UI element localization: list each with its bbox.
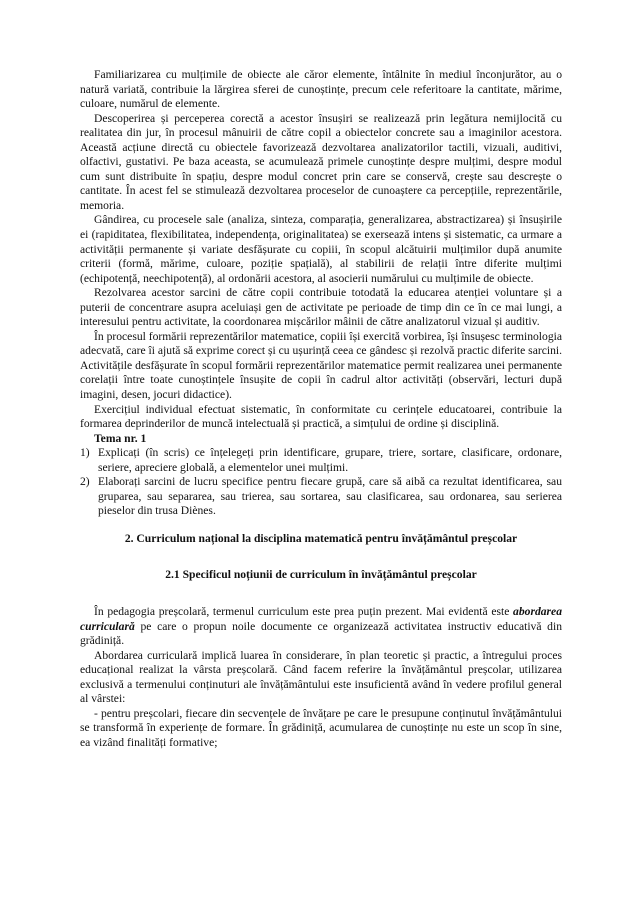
tema-item-text: Elaborați sarcini de lucru specifice pentru fiecare grupă, care să aibă ca rezultat identificarea, sau gruparea, sau separarea, sau trierea, sau sortarea, sau clasificarea, sau ordonarea, sau serierea pieselor din trusa Diènes. xyxy=(98,475,562,518)
tema-item-number: 1) xyxy=(80,446,90,460)
paragraph-pedagogia xyxy=(80,605,562,649)
paragraph-descoperirea: Descoperirea și perceperea corectă a acestor însușiri se realizează prin legătura nemijlocită cu realitatea din jur, în procesul mânuirii de către copil a obiectelor concrete sau a imaginilor acestora. Această acțiune directă cu obiectele favorizează dezvoltarea analizatorilor tactili, vizuali, auditivi, olfactivi, gustativi. Pe baza aceasta, se acumulează primele cunoștințe despre mulțimi, despre modul cum sunt distribuite în spațiu, despre modul concret prin care se conservă, crește sau descrește o cantitate. În acest fel se stimulează dezvoltarea proceselor de cunoaștere ca percepțiile, reprezentările, memoria. xyxy=(80,111,562,212)
section-heading: 2. Curriculum național la disciplina matematică pentru învățământul preșcolar xyxy=(124,531,518,545)
paragraph-prescolari: - pentru preșcolari, fiecare din secvențele de învățare pe care le presupune conținutul învățământului se transformă în experiențe de formare. În grădiniță, acumularea de cunoștințe nu este un scop în sine, ea vizând finalități formative; xyxy=(80,706,562,749)
paragraph-familiarizarea: Familiarizarea cu mulțimile de obiecte ale căror elemente, întâlnite în mediul înconjurător, au o natură variată, contribuie la lărgirea sferei de cunoștințe, precum cele referitoare la cantitate, mărime, culoare, numărul de elemente. xyxy=(80,68,562,111)
paragraph-gandirea: Gândirea, cu procesele sale (analiza, sinteza, comparația, generalizarea, abstractizarea) și însușirile ei (rapiditatea, flexibilitatea, independența, originalitatea) se exersează intens și sistematic, ca urmare a activității permanente și variate desfășurate cu copiii, în scopul alcătuirii mulțimilor după anumite criterii (formă, mărime, culoare, poziție spațială), al stabilirii de relații între diferite mulțimi (echipotență, neechipotență), al ordonării acestora, al asocierii numărului cu mulțimile de obiecte. xyxy=(80,213,562,285)
tema-title: Tema nr. 1 xyxy=(94,431,147,445)
tema-item xyxy=(80,475,562,519)
tema-item-number: 2) xyxy=(80,475,90,489)
emphasis-abordarea-curriculara: abordarea curriculară xyxy=(80,605,562,633)
tema-item-text: Explicați (în scris) ce înțelegeți prin identificare, grupare, triere, sortare, clasificare, ordonare, seriere, apreciere globală, a elementelor unei mulțimi. xyxy=(98,446,562,474)
paragraph-rezolvarea: Rezolvarea acestor sarcini de către copii contribuie totodată la educarea atenției voluntare și a puterii de concentrare asupra aceluiași gen de activitate pe perioade de timp din ce în ce mai lungi, a interesului pentru activitate, la coordonarea mișcărilor mâinii de către analizatorul vizual și auditiv. xyxy=(80,286,562,329)
paragraph-pedagogia-start: În pedagogia preșcolară, termenul curriculum este prea puțin prezent. Mai evidentă este xyxy=(94,605,514,619)
paragraph-pedagogia-end: pe care o propun noile documente ce organizează activitatea instructiv educativă din grădiniță. xyxy=(80,619,562,648)
paragraph-exercitiul: Exercițiul individual efectuat sistematic, în conformitate cu cerințele educatoarei, contribuie la formarea deprinderilor de muncă intelectuală și practică, a simțului de ordine și disciplină. xyxy=(80,402,562,431)
tema-item xyxy=(80,446,562,475)
paragraph-procesul-formarii: În procesul formării reprezentărilor matematice, copiii își exercită vorbirea, își însușesc terminologia adecvată, care îi ajută să exprime corect și cu ușurință ceea ce gândesc și rezolvă practic diferite sarcini. Activitățile desfășurate în scopul formării reprezentărilor matematice permit realizarea unei permanente corelații între toate cunoștințele însușite de copii în cadrul altor activități (observări, lecturi după imagini, desen, jocuri didactice). xyxy=(80,329,562,402)
paragraph-abordarea: Abordarea curriculară implică luarea în considerare, în plan teoretic și practic, a întregului proces educațional realizat la vârsta preșcolară. Când facem referire la învățământul preșcolar, utilizarea exclusivă a termenului conținuturi ale învățământului este insuficientă având în vedere profilul general al vârstei: xyxy=(80,648,562,706)
subsection-heading: 2.1 Specificul noțiunii de curriculum în învățământul preșcolar xyxy=(165,567,477,581)
document-page xyxy=(80,68,562,751)
